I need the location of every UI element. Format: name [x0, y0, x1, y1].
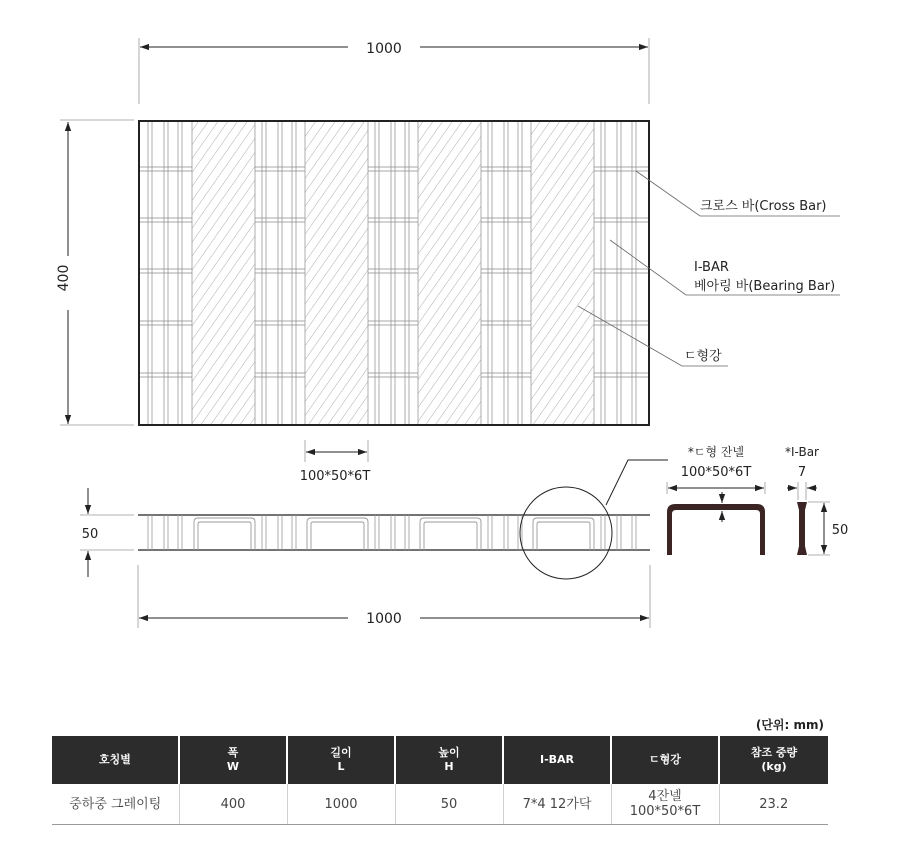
- side-height-label: 50: [81, 527, 99, 542]
- header-ibar: I-BAR: [503, 736, 611, 784]
- ibar-detail-title: *I-Bar: [785, 445, 819, 459]
- channel-band-1: [192, 122, 255, 424]
- cell-weight: 23.2: [719, 784, 828, 825]
- detail-leader: [606, 460, 668, 505]
- spec-table-header-row: [52, 736, 828, 784]
- channel-band-4: [531, 122, 594, 424]
- channel-band-3: [418, 122, 481, 424]
- channel-callout: ㄷ형강: [684, 349, 722, 364]
- channel-band-2: [305, 122, 368, 424]
- height-label: 400: [56, 264, 72, 292]
- side-bearing-bars: [148, 515, 636, 550]
- ibar-profile: [797, 502, 807, 555]
- top-width-label: 1000: [366, 41, 402, 57]
- cell-ibar: 7*4 12가닥: [503, 784, 611, 825]
- cell-length: 1000: [287, 784, 395, 825]
- side-view: [80, 460, 668, 628]
- header-designation: 호칭별: [52, 736, 179, 784]
- channel-detail-title: *ㄷ형 잔넬: [687, 445, 745, 459]
- channel-detail-size: 100*50*6T: [680, 465, 752, 480]
- channel-profile: [667, 504, 765, 555]
- header-height: 높이 H: [395, 736, 503, 784]
- cross-bar-callout: 크로스 바(Cross Bar): [700, 199, 827, 214]
- detail-circle: [520, 487, 612, 579]
- ibar-detail: [785, 445, 848, 555]
- spec-table: [52, 736, 828, 825]
- cell-designation: 중하중 그레이팅: [52, 784, 179, 825]
- side-channel-profiles: [194, 518, 594, 550]
- table-row: [52, 784, 828, 825]
- cell-height: 50: [395, 784, 503, 825]
- ibar-callout-line1: I-BAR: [694, 260, 729, 275]
- header-width: 폭 W: [179, 736, 287, 784]
- channel-spacing-label: 100*50*6T: [299, 469, 371, 484]
- plan-view: [56, 38, 840, 484]
- header-channel: ㄷ형강: [611, 736, 719, 784]
- ibar-detail-height: 50: [831, 523, 849, 538]
- channel-detail: [667, 444, 765, 555]
- ibar-detail-width: 7: [797, 465, 807, 480]
- header-weight: 참조 중량 (kg): [719, 736, 828, 784]
- cell-width: 400: [179, 784, 287, 825]
- unit-label: (단위: mm): [755, 718, 824, 732]
- header-length: 길이 L: [287, 736, 395, 784]
- cell-channel: 4잔넬 100*50*6T: [611, 784, 719, 825]
- ibar-callout-line2: 베아링 바(Bearing Bar): [694, 279, 836, 294]
- bottom-width-label: 1000: [366, 611, 402, 627]
